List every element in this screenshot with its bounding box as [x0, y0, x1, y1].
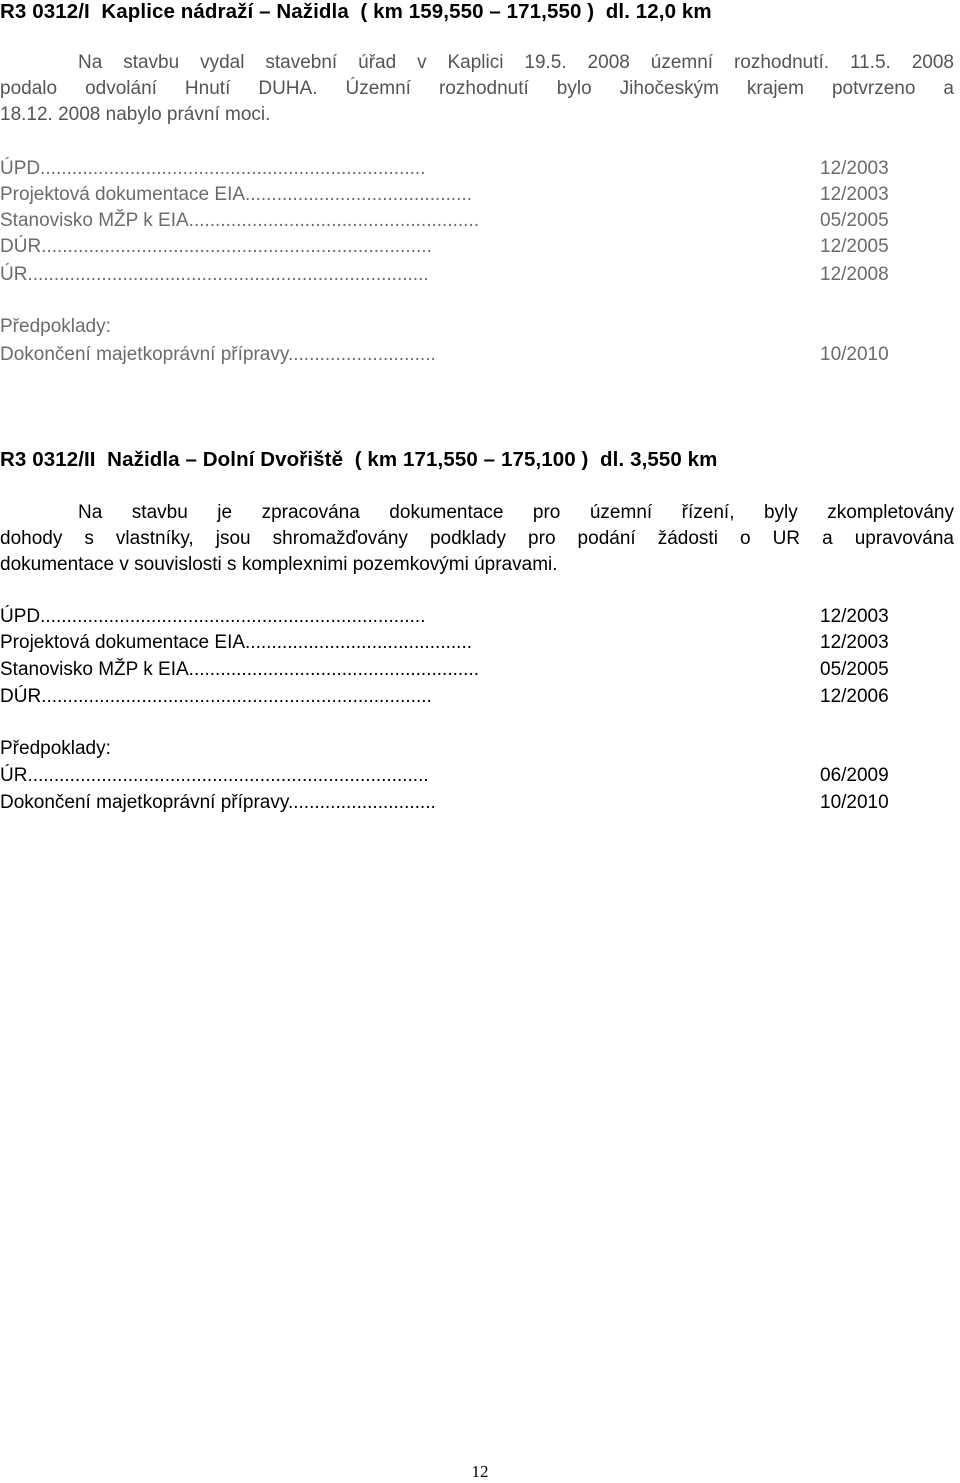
schedule-row	[0, 604, 910, 630]
section1-para-line: podalo odvolání Hnutí DUHA. Územní rozhodnutí bylo Jihočeským krajem potvrzeno a	[0, 78, 954, 99]
schedule-row-label: Projektová dokumentace EIA...........................................	[0, 632, 473, 653]
section1-para-line: Na stavbu vydal stavební úřad v Kaplici 19.5. 2008 územní rozhodnutí. 11.5. 2008	[78, 52, 954, 73]
predpoklady-label: Předpoklady:	[0, 738, 111, 759]
schedule-row	[0, 262, 910, 288]
section1-para-line: 18.12. 2008 nabylo právní moci.	[0, 104, 271, 125]
schedule-row-date: 12/2008	[820, 264, 889, 285]
schedule-row-date: 12/2003	[820, 184, 889, 205]
section2-para-line: Na stavbu je zpracována dokumentace pro územní řízení, byly zkompletovány	[78, 502, 954, 523]
predpoklady-label: Předpoklady:	[0, 316, 111, 337]
schedule-row	[0, 790, 910, 816]
schedule-row	[0, 182, 910, 208]
section2-paragraph	[0, 500, 954, 578]
section1-heading: R3 0312/I Kaplice nádraží – Nažidla ( km 159,550 – 171,550 ) dl. 12,0 km	[0, 0, 712, 23]
schedule-row-date: 12/2003	[820, 158, 889, 179]
schedule-row-label: ÚPD.........................................................................	[0, 158, 426, 179]
schedule-row-label: DÚR..........................................................................	[0, 236, 432, 257]
schedule-row-date: 10/2010	[820, 344, 889, 365]
schedule-row-label: Stanovisko MŽP k EIA.......................................................	[0, 659, 479, 680]
schedule-row-label: ÚPD.........................................................................	[0, 606, 426, 627]
schedule-row-label: Dokončení majetkoprávní přípravy............................	[0, 792, 436, 813]
section2-para-line: dohody s vlastníky, jsou shromažďovány podklady pro podání žádosti o UR a upravována	[0, 528, 954, 549]
schedule-row	[0, 342, 910, 368]
schedule-row-date: 12/2003	[820, 606, 889, 627]
section2-para-line: dokumentace v souvislosti s komplexnimi pozemkovými úpravami.	[0, 554, 558, 575]
schedule-row-label: DÚR..........................................................................	[0, 686, 432, 707]
schedule-row-date: 05/2005	[820, 210, 889, 231]
schedule-row-date: 06/2009	[820, 765, 889, 786]
schedule-row-label: Projektová dokumentace EIA...........................................	[0, 184, 473, 205]
section1-paragraph	[0, 50, 954, 128]
schedule-row	[0, 630, 910, 656]
schedule-row-date: 10/2010	[820, 792, 889, 813]
schedule-row	[0, 684, 910, 710]
schedule-row-label: ÚR............................................................................	[0, 765, 429, 786]
schedule-row-label: Stanovisko MŽP k EIA.......................................................	[0, 210, 479, 231]
schedule-row	[0, 208, 910, 234]
schedule-row	[0, 657, 910, 683]
schedule-row	[0, 763, 910, 789]
schedule-row-date: 12/2006	[820, 686, 889, 707]
schedule-row-label: Dokončení majetkoprávní přípravy............................	[0, 344, 436, 365]
schedule-row-label: ÚR............................................................................	[0, 264, 429, 285]
schedule-row	[0, 234, 910, 260]
schedule-row-date: 12/2003	[820, 632, 889, 653]
schedule-row	[0, 156, 910, 182]
section2-heading: R3 0312/II Nažidla – Dolní Dvořiště ( km 171,550 – 175,100 ) dl. 3,550 km	[0, 448, 718, 471]
schedule-row-date: 05/2005	[820, 659, 889, 680]
page-number: 12	[471, 1462, 489, 1481]
schedule-row-date: 12/2005	[820, 236, 889, 257]
